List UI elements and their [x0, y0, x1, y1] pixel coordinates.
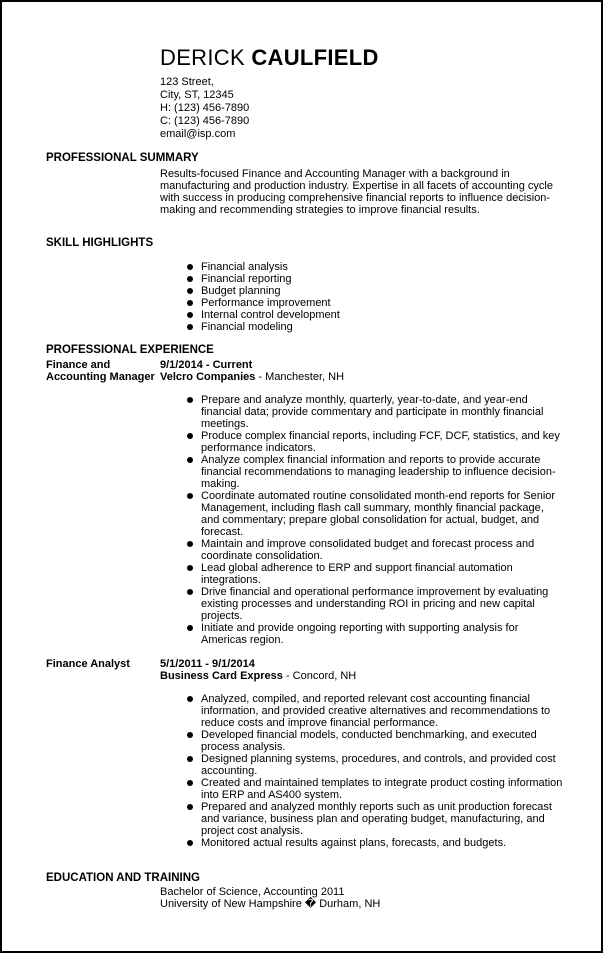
- job-title: Finance Analyst: [46, 658, 130, 670]
- education-degree: Bachelor of Science, Accounting 2011: [160, 886, 345, 898]
- skill-item: Financial modeling: [185, 321, 565, 333]
- job-location: - Manchester, NH: [255, 371, 345, 383]
- job-bullet: Prepared and analyzed monthly reports such as unit production forecast and variance, business plan and operating budget, manufacturing, and project cost analysis.: [185, 801, 565, 837]
- skill-item: Financial reporting: [185, 273, 565, 285]
- contact-street: 123 Street,: [160, 76, 214, 88]
- job-bullets: [185, 394, 565, 646]
- contact-cell-phone: C: (123) 456-7890: [160, 115, 250, 127]
- contact-home-phone: H: (123) 456-7890: [160, 102, 250, 114]
- skills-heading: SKILL HIGHLIGHTS: [46, 237, 154, 249]
- job-company: Business Card Express: [160, 670, 283, 682]
- last-name: CAULFIELD: [251, 45, 379, 70]
- job-company-line: [160, 371, 344, 383]
- job-bullet: Designed planning systems, procedures, and controls, and provided cost accounting.: [185, 753, 565, 777]
- job-bullet: Lead global adherence to ERP and support financial automation integrations.: [185, 562, 565, 586]
- first-name: DERICK: [160, 45, 245, 70]
- job-dates: 9/1/2014 - Current: [160, 359, 253, 371]
- job-bullet: Created and maintained templates to integrate product costing information into ERP and AS400 system.: [185, 777, 565, 801]
- job-title: Finance and Accounting Manager: [46, 359, 155, 383]
- summary-heading: PROFESSIONAL SUMMARY: [46, 152, 199, 164]
- job-bullet: Prepare and analyze monthly, quarterly, year-to-date, and year-end financial data; provide commentary and participate in monthly financial meetings.: [185, 394, 565, 430]
- education-school: University of New Hampshire � Durham, NH: [160, 898, 381, 910]
- education-heading: EDUCATION AND TRAINING: [46, 872, 200, 884]
- skills-list: [185, 261, 565, 333]
- skill-item: Budget planning: [185, 285, 565, 297]
- education-block: [160, 886, 380, 910]
- job-bullet: Coordinate automated routine consolidated month-end reports for Senior Management, including flash call summary, monthly financial package, and commentary; prepare global consolidation for actual, budget, and forecast.: [185, 490, 565, 538]
- job-bullet: Maintain and improve consolidated budget and forecast process and coordinate consolidation.: [185, 538, 565, 562]
- job-bullet: Initiate and provide ongoing reporting with supporting analysis for Americas region.: [185, 622, 565, 646]
- job-bullet: Drive financial and operational performance improvement by evaluating existing processes and understanding ROI in pricing and new capital projects.: [185, 586, 565, 622]
- experience-heading: PROFESSIONAL EXPERIENCE: [46, 344, 214, 356]
- job-company-line: [160, 670, 356, 682]
- job-dates: 5/1/2011 - 9/1/2014: [160, 658, 255, 670]
- contact-block: [160, 76, 249, 141]
- job-bullets: [185, 693, 565, 849]
- job-bullet: Produce complex financial reports, including FCF, DCF, statistics, and key performance indicators.: [185, 430, 565, 454]
- job-bullet: Developed financial models, conducted benchmarking, and executed process analysis.: [185, 729, 565, 753]
- contact-city: City, ST, 12345: [160, 89, 234, 101]
- job-company: Velcro Companies: [160, 371, 256, 383]
- job-bullet: Analyzed, compiled, and reported relevant cost accounting financial information, and provided creative alternatives and recommendations to reduce costs and improve financial performance.: [185, 693, 565, 729]
- job-bullet: Analyze complex financial information and reports to provide accurate financial recommendations to managing leadership to influence decision-making.: [185, 454, 565, 490]
- summary-text: Results-focused Finance and Accounting Manager with a background in manufacturing and production industry. Expertise in all facets of accounting cycle with success in producing comprehensive financial reports to influence decision-making and recommending strategies to improve financial results.: [160, 168, 553, 216]
- skill-item: Internal control development: [185, 309, 565, 321]
- skill-item: Financial analysis: [185, 261, 565, 273]
- job-bullet: Monitored actual results against plans, forecasts, and budgets.: [185, 837, 565, 849]
- job-location: - Concord, NH: [282, 670, 357, 682]
- contact-email: email@isp.com: [160, 128, 236, 140]
- skill-item: Performance improvement: [185, 297, 565, 309]
- candidate-name: [160, 45, 379, 71]
